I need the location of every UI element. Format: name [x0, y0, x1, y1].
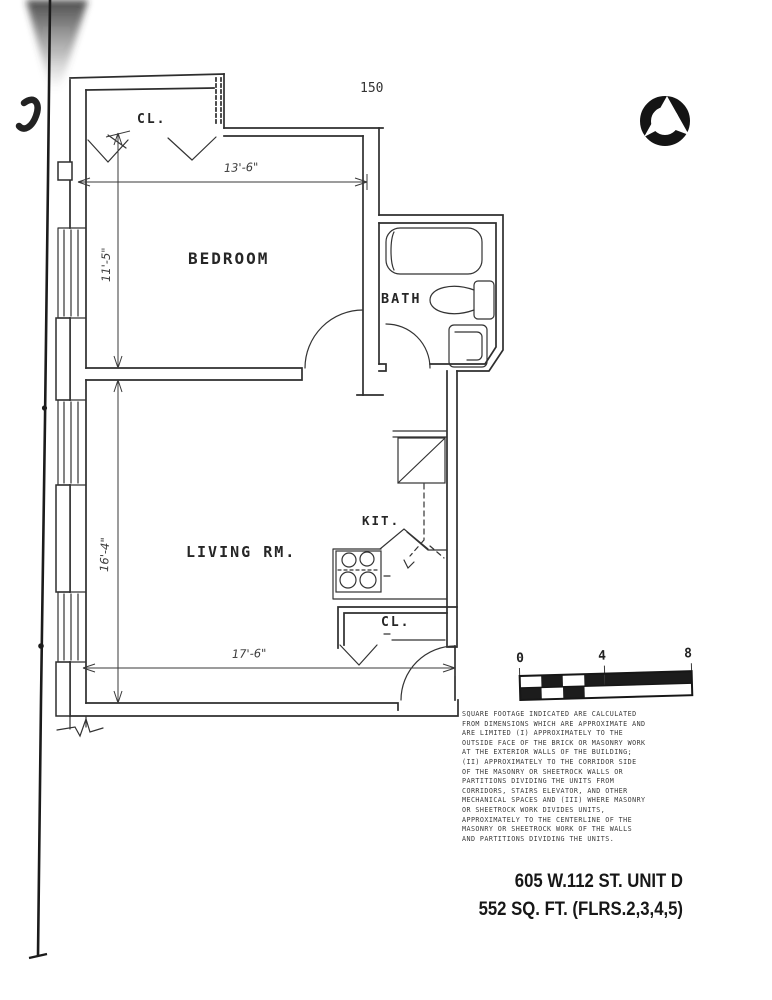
unit-title-block: [440, 868, 683, 924]
bedroom-door-arc: [305, 310, 363, 368]
entry-door-arc: [401, 646, 455, 700]
refrigerator-shape: [398, 438, 445, 483]
scale-bar: [516, 646, 693, 700]
closet-rod-symbols: [88, 135, 216, 162]
stove-shape: [336, 551, 390, 592]
disclaimer-line: (II) APPROXIMATELY TO THE CORRIDOR SIDE: [462, 757, 637, 766]
page-number: 150: [360, 81, 384, 96]
bedroom-label: BEDROOM: [188, 249, 270, 268]
disclaimer-line: CORRIDORS, STAIRS ELEVATOR, AND OTHER: [462, 786, 628, 795]
dimension-bedroom-side: 11'-5": [99, 247, 113, 282]
disclaimer-line: MASONRY OR SHEETROCK WORK OF THE WALLS: [462, 825, 633, 834]
wall-break-symbol: [57, 719, 103, 736]
closet-door-symbol: [340, 645, 377, 665]
doors: [305, 310, 455, 700]
bath-label: BATH: [381, 291, 422, 307]
dimension-top: 13'-6": [223, 159, 259, 175]
bathtub-shape: [386, 228, 482, 274]
scan-smudge: [26, 0, 88, 90]
dashed-arrowhead: [404, 560, 414, 568]
exterior-walls: [57, 74, 503, 736]
bath-door-arc: [386, 324, 430, 368]
dimension-living-side: 16'-4": [97, 537, 113, 573]
entry-closet-label: CL.: [381, 615, 411, 630]
scan-binding-line: [38, 0, 50, 956]
square-footage-disclaimer: [462, 710, 714, 844]
living-room-label: LIVING RM.: [186, 543, 297, 561]
divider-wall: [86, 368, 302, 380]
unit-address: 605 W.112 ST. UNIT D: [514, 871, 683, 892]
sink-shape: [449, 325, 487, 367]
scale-label-8: 8: [683, 646, 693, 662]
toilet-shape: [430, 281, 494, 319]
scale-label-0: 0: [515, 650, 525, 667]
kitchen-label: KIT.: [362, 513, 401, 528]
window-bay-bedroom: [58, 228, 86, 318]
disclaimer-line: ARE LIMITED (I) APPROXIMATELY TO THE: [462, 729, 624, 738]
disclaimer-line: OR SHEETROCK WORK DIVIDES UNITS,: [462, 805, 606, 814]
counter-dashed-line: [410, 484, 444, 558]
counter-shape: [333, 529, 447, 599]
disclaimer-line: SQUARE FOOTAGE INDICATED ARE CALCULATED: [462, 710, 637, 718]
left-wall-windows: [56, 162, 86, 716]
disclaimer-line: FROM DIMENSIONS WHICH ARE APPROXIMATE AND: [462, 719, 646, 728]
disclaimer-line: PARTITIONS DIVIDING THE UNITS FROM: [462, 777, 615, 786]
disclaimer-line: APPROXIMATELY TO THE CENTERLINE OF THE: [462, 815, 633, 824]
bedroom-closet-label: CL.: [137, 112, 167, 127]
disclaimer-line: OF THE MASONRY OR SHEETROCK WALLS OR: [462, 767, 624, 776]
window-bay-living-1: [58, 400, 86, 485]
unit-area: 552 SQ. FT. (FLRS.2,3,4,5): [478, 899, 683, 920]
north-arrow-icon: [644, 96, 689, 141]
window-bay-living-2: [58, 592, 86, 662]
disclaimer-line: AND PARTITIONS DIVIDING THE UNITS.: [462, 834, 615, 843]
scan-hook-mark: [19, 100, 38, 129]
disclaimer-line: MECHANICAL SPACES AND (III) WHERE MASONRY: [462, 796, 646, 805]
dimension-bottom: 17'-6": [231, 646, 267, 661]
disclaimer-line: AT THE EXTERIOR WALLS OF THE BUILDING;: [462, 748, 633, 757]
scale-label-4: 4: [597, 648, 607, 664]
disclaimer-line: OUTSIDE FACE OF THE BRICK OR MASONRY WORK: [462, 738, 646, 747]
